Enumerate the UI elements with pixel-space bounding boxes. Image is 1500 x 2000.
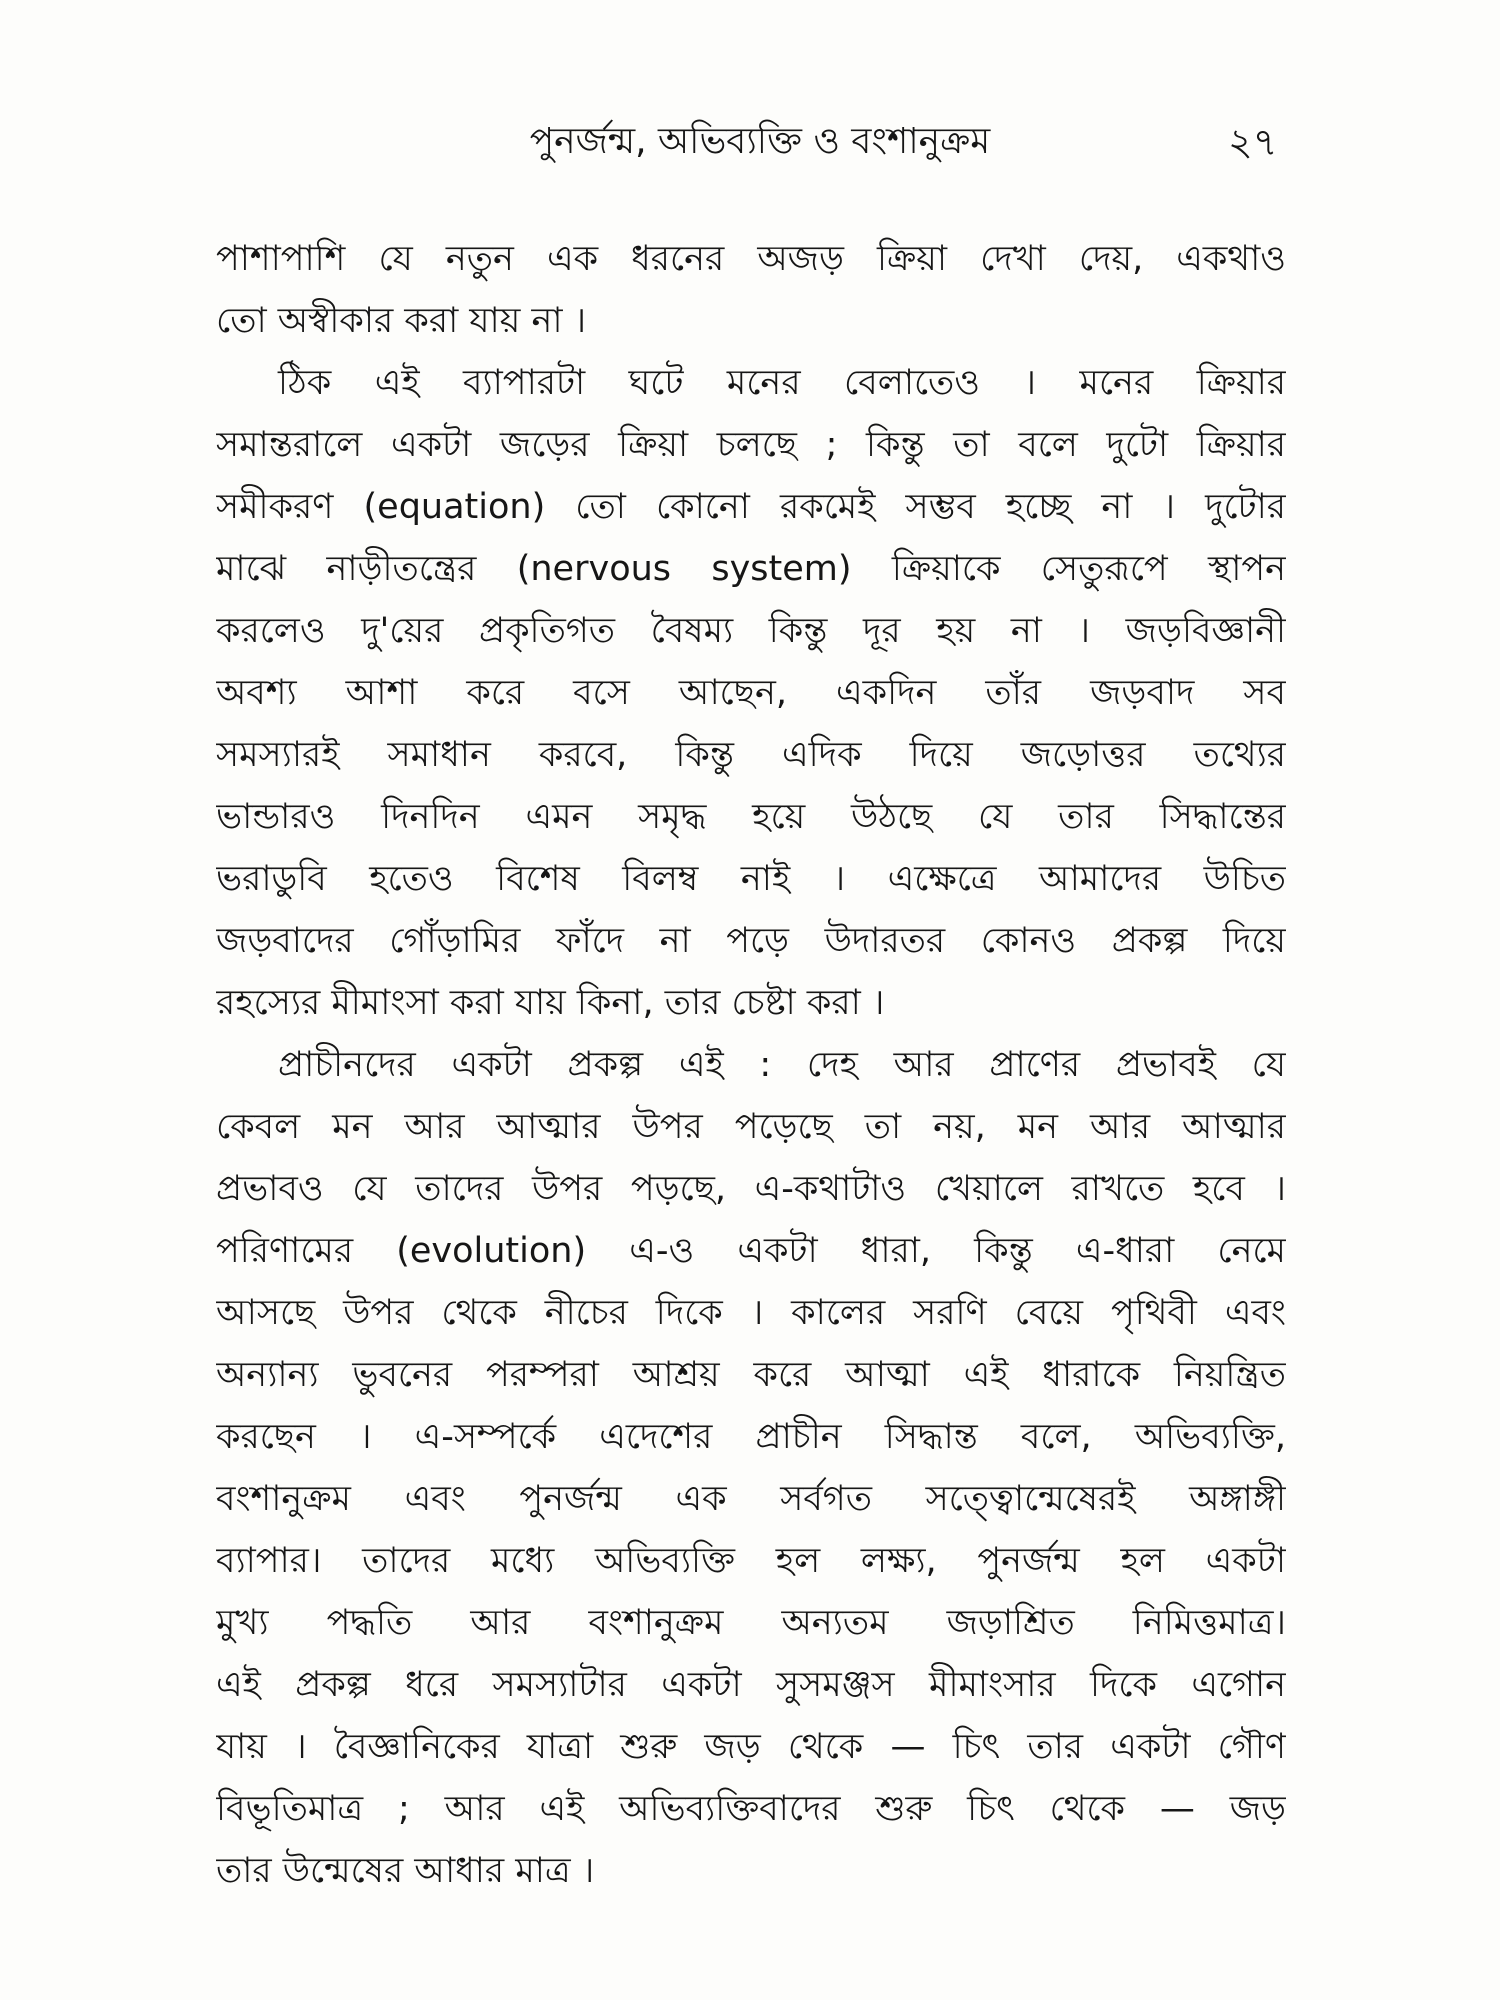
running-header: [0, 112, 1500, 172]
text-line: পরিণামের (evolution) এ-ও একটা ধারা, কিন্তু এ-ধারা নেমে: [216, 1231, 1286, 1271]
text-line: ভান্ডারও দিনদিন এমন সমৃদ্ধ হয়ে উঠছে যে তার সিদ্ধান্তের: [216, 797, 1286, 837]
text-line: সমস্যারই সমাধান করবে, কিন্তু এদিক দিয়ে জড়োত্তর তথ্যের: [216, 735, 1286, 775]
text-line: করলেও দু'য়ের প্রকৃতিগত বৈষম্য কিন্তু দূর হয় না । জড়বিজ্ঞানী: [216, 611, 1286, 651]
text-line: প্রভাবও যে তাদের উপর পড়ছে, এ-কথাটাও খেয়ালে রাখতে হবে ।: [216, 1169, 1286, 1209]
text-line: পাশাপাশি যে নতুন এক ধরনের অজড় ক্রিয়া দেখা দেয়, একথাও: [216, 239, 1286, 279]
text-line: এই প্রকল্প ধরে সমস্যাটার একটা সুসমঞ্জস মীমাংসার দিকে এগোন: [216, 1665, 1286, 1705]
text-line: অন্যান্য ভুবনের পরম্পরা আশ্রয় করে আত্মা এই ধারাকে নিয়ন্ত্রিত: [216, 1355, 1286, 1395]
text-line: রহস্যের মীমাংসা করা যায় কিনা, তার চেষ্টা করা ।: [216, 983, 885, 1023]
text-line: যায় । বৈজ্ঞানিকের যাত্রা শুরু জড় থেকে — চিৎ তার একটা গৌণ: [216, 1727, 1286, 1767]
text-line: তার উন্মেষের আধার মাত্র ।: [216, 1851, 595, 1891]
text-line: জড়বাদের গোঁড়ামির ফাঁদে না পড়ে উদারতর কোনও প্রকল্প দিয়ে: [216, 921, 1286, 961]
text-line: কেবল মন আর আত্মার উপর পড়েছে তা নয়, মন আর আত্মার: [216, 1107, 1286, 1147]
text-line: প্রাচীনদের একটা প্রকল্প এই : দেহ আর প্রাণের প্রভাবই যে: [278, 1045, 1286, 1085]
text-line: বংশানুক্রম এবং পুনর্জন্ম এক সর্বগত সত্ত্বোন্মেষেরই অঙ্গাঙ্গী: [216, 1479, 1286, 1519]
text-line: সমান্তরালে একটা জড়ের ক্রিয়া চলছে ; কিন্তু তা বলে দুটো ক্রিয়ার: [216, 425, 1286, 465]
text-line: মুখ্য পদ্ধতি আর বংশানুক্রম অন্যতম জড়াশ্রিত নিমিত্তমাত্র।: [216, 1603, 1286, 1643]
body-text: [216, 228, 1286, 1902]
text-line: অবশ্য আশা করে বসে আছেন, একদিন তাঁর জড়বাদ সব: [216, 673, 1286, 713]
text-line: ব্যাপার। তাদের মধ্যে অভিব্যক্তি হল লক্ষ্য, পুনর্জন্ম হল একটা: [216, 1541, 1286, 1581]
page-number: ২৭: [1228, 120, 1278, 164]
text-line: ভরাডুবি হতেও বিশেষ বিলম্ব নাই । এক্ষেত্রে আমাদের উচিত: [216, 859, 1286, 899]
text-line: তো অস্বীকার করা যায় না ।: [216, 301, 587, 341]
text-line: আসছে উপর থেকে নীচের দিকে । কালের সরণি বেয়ে পৃথিবী এবং: [216, 1293, 1286, 1333]
running-title: পুনর্জন্ম, অভিব্যক্তি ও বংশানুক্রম: [529, 121, 991, 162]
text-line: ঠিক এই ব্যাপারটা ঘটে মনের বেলাতেও । মনের ক্রিয়ার: [278, 363, 1286, 403]
text-line: সমীকরণ (equation) তো কোনো রকমেই সম্ভব হচ্ছে না । দুটোর: [216, 487, 1286, 527]
text-line: মাঝে নাড়ীতন্ত্রের (nervous system) ক্রিয়াকে সেতুরূপে স্থাপন: [216, 549, 1286, 589]
text-line: বিভূতিমাত্র ; আর এই অভিব্যক্তিবাদের শুরু চিৎ থেকে — জড়: [216, 1789, 1286, 1829]
text-line: করছেন । এ-সম্পর্কে এদেশের প্রাচীন সিদ্ধান্ত বলে, অভিব্যক্তি,: [216, 1417, 1286, 1457]
